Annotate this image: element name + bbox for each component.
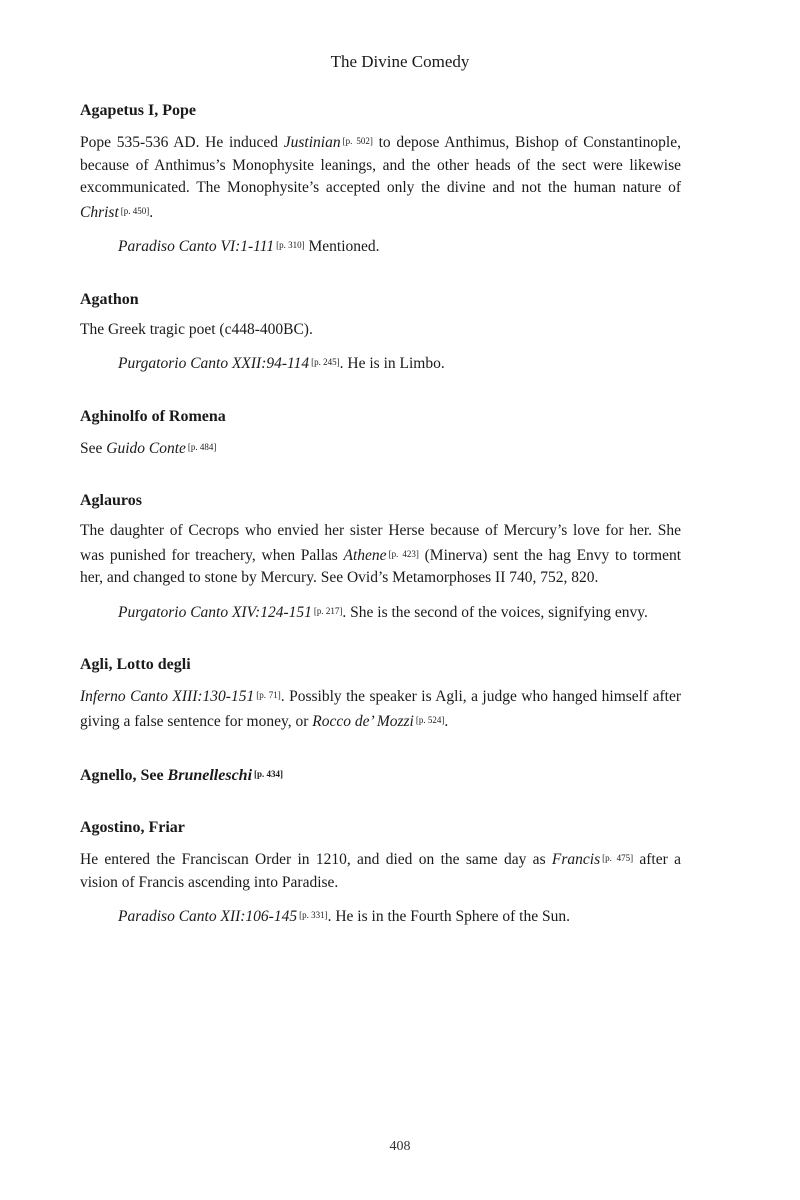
page-ref[interactable]: [p. 245]	[311, 357, 340, 367]
body-text: The Greek tragic poet (c448-400BC).	[80, 320, 313, 338]
citation-text: Mentioned.	[304, 238, 380, 255]
body-text: (Minerva) sent the hag Envy to torment her, and changed to stone by Mercury. See Ovid’s Metamorphoses II 740, 752, 820.	[80, 546, 681, 586]
page-ref[interactable]: [p. 331]	[299, 910, 328, 920]
entry-body	[80, 847, 681, 894]
canto-citation	[80, 234, 681, 259]
body-text: after a vision of Francis ascending into Paradise.	[80, 851, 681, 891]
glossary-content	[80, 100, 681, 959]
entry-heading: Aglauros	[80, 492, 142, 509]
body-text: See	[80, 439, 107, 457]
cross-ref-link[interactable]: Christ	[80, 203, 119, 221]
entry-body	[80, 684, 681, 733]
page-ref[interactable]: [p. 524]	[415, 714, 445, 725]
entry-heading: Aghinolfo of Romena	[80, 407, 226, 425]
entry-agli	[80, 654, 681, 733]
citation-text: . She is the second of the voices, signifying envy.	[342, 603, 648, 621]
entry-agapetus	[80, 100, 681, 259]
page-ref[interactable]: [p. 71]	[256, 690, 281, 700]
citation-text: . He is in the Fourth Sphere of the Sun.	[327, 908, 570, 925]
entry-heading: Agostino, Friar	[80, 819, 185, 836]
cross-ref-link[interactable]: Guido Conte	[106, 439, 186, 457]
page-ref[interactable]: [p. 475]	[602, 853, 634, 863]
page-ref[interactable]: [p. 310]	[276, 240, 305, 250]
entry-agnello	[80, 763, 681, 787]
canto-citation	[80, 600, 681, 625]
page-ref[interactable]: [p. 423]	[388, 548, 419, 559]
page-ref[interactable]: [p. 217]	[313, 605, 343, 616]
canto-citation	[80, 351, 681, 376]
entry-agathon	[80, 289, 681, 376]
entry-body	[80, 436, 681, 461]
entry-body	[80, 520, 681, 590]
page-number: 408	[389, 1139, 411, 1154]
body-text: to depose Anthimus, Bishop of Constantinople, because of Anthimus’s Monophysite leanings, and the other heads of the sect were likewise excommunicated. The Monophysite’s accepted only the divine and not the human nature of	[80, 134, 681, 196]
body-text: .	[149, 203, 154, 221]
page-ref[interactable]: [p. 502]	[342, 136, 373, 146]
page-ref[interactable]: [p. 484]	[187, 441, 217, 452]
body-text: He entered the Franciscan Order in 1210, and died on the same day as	[80, 851, 552, 868]
running-head: The Divine Comedy	[330, 52, 470, 71]
cross-ref-link[interactable]: Brunelleschi	[167, 767, 253, 784]
canto-link[interactable]: Inferno Canto XIII:130-151	[80, 688, 255, 705]
canto-link[interactable]: Paradiso Canto XII:106-145	[118, 908, 298, 925]
body-text: The daughter of Cecrops who envied her sister Herse because of Mercury’s love for her. She was punished for treachery, when Pallas	[80, 522, 681, 564]
entry-heading: Agathon	[80, 290, 139, 308]
citation-text: . He is in Limbo.	[339, 355, 445, 372]
cross-ref-link[interactable]: Justinian	[283, 134, 341, 151]
entry-aglauros	[80, 490, 681, 624]
entry-heading: Agli, Lotto degli	[80, 656, 191, 673]
page-ref[interactable]: [p. 434]	[254, 769, 284, 779]
canto-link[interactable]: Purgatorio Canto XIV:124-151	[118, 603, 312, 621]
body-text: Pope 535-536 AD. He induced	[80, 134, 284, 151]
canto-link[interactable]: Purgatorio Canto XXII:94-114	[118, 355, 310, 372]
body-text: . Possibly the speaker is Agli, a judge who hanged himself after giving a false sentence for money, or	[80, 688, 681, 730]
entry-body	[80, 319, 681, 342]
canto-link[interactable]: Paradiso Canto VI:1-111	[118, 238, 275, 255]
entry-body	[80, 130, 681, 224]
heading-text: Agnello, See	[80, 767, 168, 784]
cross-ref-link[interactable]: Rocco de’ Mozzi	[312, 712, 414, 730]
entry-heading	[80, 763, 681, 787]
canto-citation	[80, 904, 681, 929]
page-ref[interactable]: [p. 450]	[120, 205, 150, 216]
cross-ref-link[interactable]: Francis	[551, 851, 601, 868]
entry-aghinolfo	[80, 406, 681, 461]
entry-heading: Agapetus I, Pope	[80, 102, 197, 119]
cross-ref-link[interactable]: Athene	[343, 546, 387, 564]
body-text: .	[444, 712, 449, 730]
entry-agostino	[80, 817, 681, 929]
